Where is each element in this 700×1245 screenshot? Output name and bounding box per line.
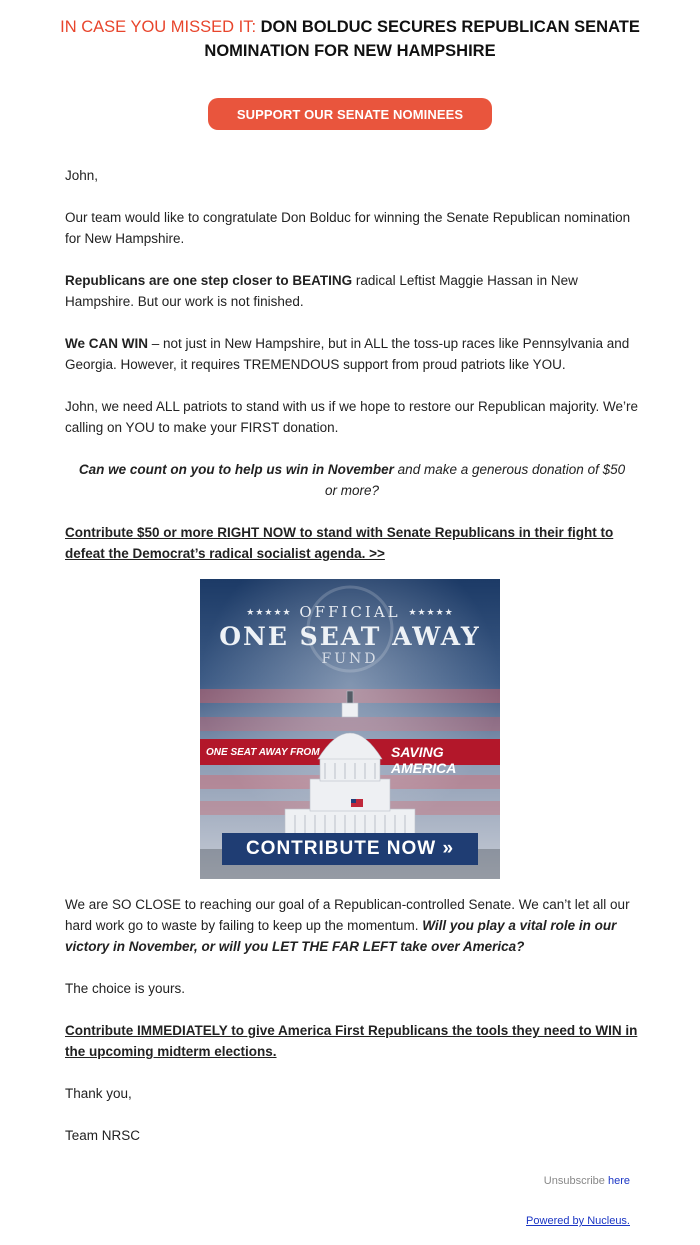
headline bbox=[60, 15, 640, 63]
banner-stars-right: ★★★★★ bbox=[408, 608, 454, 618]
contribute-link-2[interactable]: Contribute IMMEDIATELY to give America First Republicans the tools they need to WIN in the upcoming midterm elections. bbox=[65, 1023, 638, 1059]
headline-lead: IN CASE YOU MISSED IT: bbox=[60, 18, 257, 36]
paragraph-closer-bold: Republicans are one step closer to BEATING bbox=[65, 273, 353, 288]
one-seat-away-banner[interactable] bbox=[200, 579, 500, 879]
banner-stars-left: ★★★★★ bbox=[246, 608, 292, 618]
banner-ribbon-right: SAVING AMERICA bbox=[391, 744, 457, 776]
support-nominees-button[interactable]: SUPPORT OUR SENATE NOMINEES bbox=[208, 98, 492, 130]
headline-title: DON BOLDUC SECURES REPUBLICAN SENATE NOMINATION FOR NEW HAMPSHIRE bbox=[204, 18, 640, 60]
unsubscribe-text: Unsubscribe bbox=[543, 1175, 605, 1187]
paragraph-closer bbox=[65, 270, 640, 312]
greeting: John, bbox=[65, 168, 99, 183]
paragraph-so-close-bold: Will you play a vital role in our victory in November, or will you LET THE FAR LEFT take over America? bbox=[65, 918, 617, 954]
donation-ask-bold: Can we count on you to help us win in November bbox=[78, 462, 394, 477]
paragraph-congratulate: Our team would like to congratulate Don Bolduc for winning the Senate Republican nomination for New Hampshire. bbox=[65, 210, 631, 246]
signature: Team NRSC bbox=[65, 1128, 141, 1143]
paragraph-closer-rest: radical Leftist Maggie Hassan in New Hampshire. But our work is not finished. bbox=[65, 273, 578, 309]
paragraph-can-win bbox=[65, 333, 640, 375]
contribute-link-1[interactable]: Contribute $50 or more RIGHT NOW to stand with Senate Republicans in their fight to defeat the Democrat’s radical socialist agenda. >> bbox=[65, 525, 614, 561]
paragraph-can-win-bold: We CAN WIN bbox=[65, 336, 148, 351]
paragraph-so-close bbox=[65, 894, 640, 957]
banner-title: ONE SEAT AWAY bbox=[219, 622, 481, 651]
donation-ask bbox=[72, 459, 632, 501]
unsubscribe-link[interactable]: here bbox=[607, 1175, 630, 1187]
powered-by-link[interactable]: Powered by Nucleus. bbox=[526, 1215, 630, 1227]
banner-official: OFFICIAL bbox=[299, 603, 401, 621]
paragraph-choice: The choice is yours. bbox=[65, 981, 186, 996]
banner-fund: FUND bbox=[321, 651, 379, 667]
signoff: Thank you, bbox=[65, 1086, 132, 1101]
paragraph-patriots: John, we need ALL patriots to stand with us if we hope to restore our Republican majority. We’re calling on YOU to make your FIRST donation. bbox=[65, 399, 639, 435]
paragraph-can-win-rest: – not just in New Hampshire, but in ALL the toss-up races like Pennsylvania and Georgia. However, it requires TREMENDOUS support from proud patriots like YOU. bbox=[65, 336, 630, 372]
banner-official-line bbox=[200, 603, 500, 621]
banner-ribbon-left: ONE SEAT AWAY FROM bbox=[206, 747, 320, 758]
unsubscribe-line bbox=[544, 1175, 630, 1187]
donation-ask-rest: and make a generous donation of $50 or more? bbox=[324, 462, 626, 498]
paragraph-so-close-plain: We are SO CLOSE to reaching our goal of a Republican-controlled Senate. We can’t let all our hard work go to waste by failing to keep up the momentum. bbox=[65, 897, 630, 933]
banner-contribute-button[interactable]: CONTRIBUTE NOW » bbox=[222, 833, 478, 865]
